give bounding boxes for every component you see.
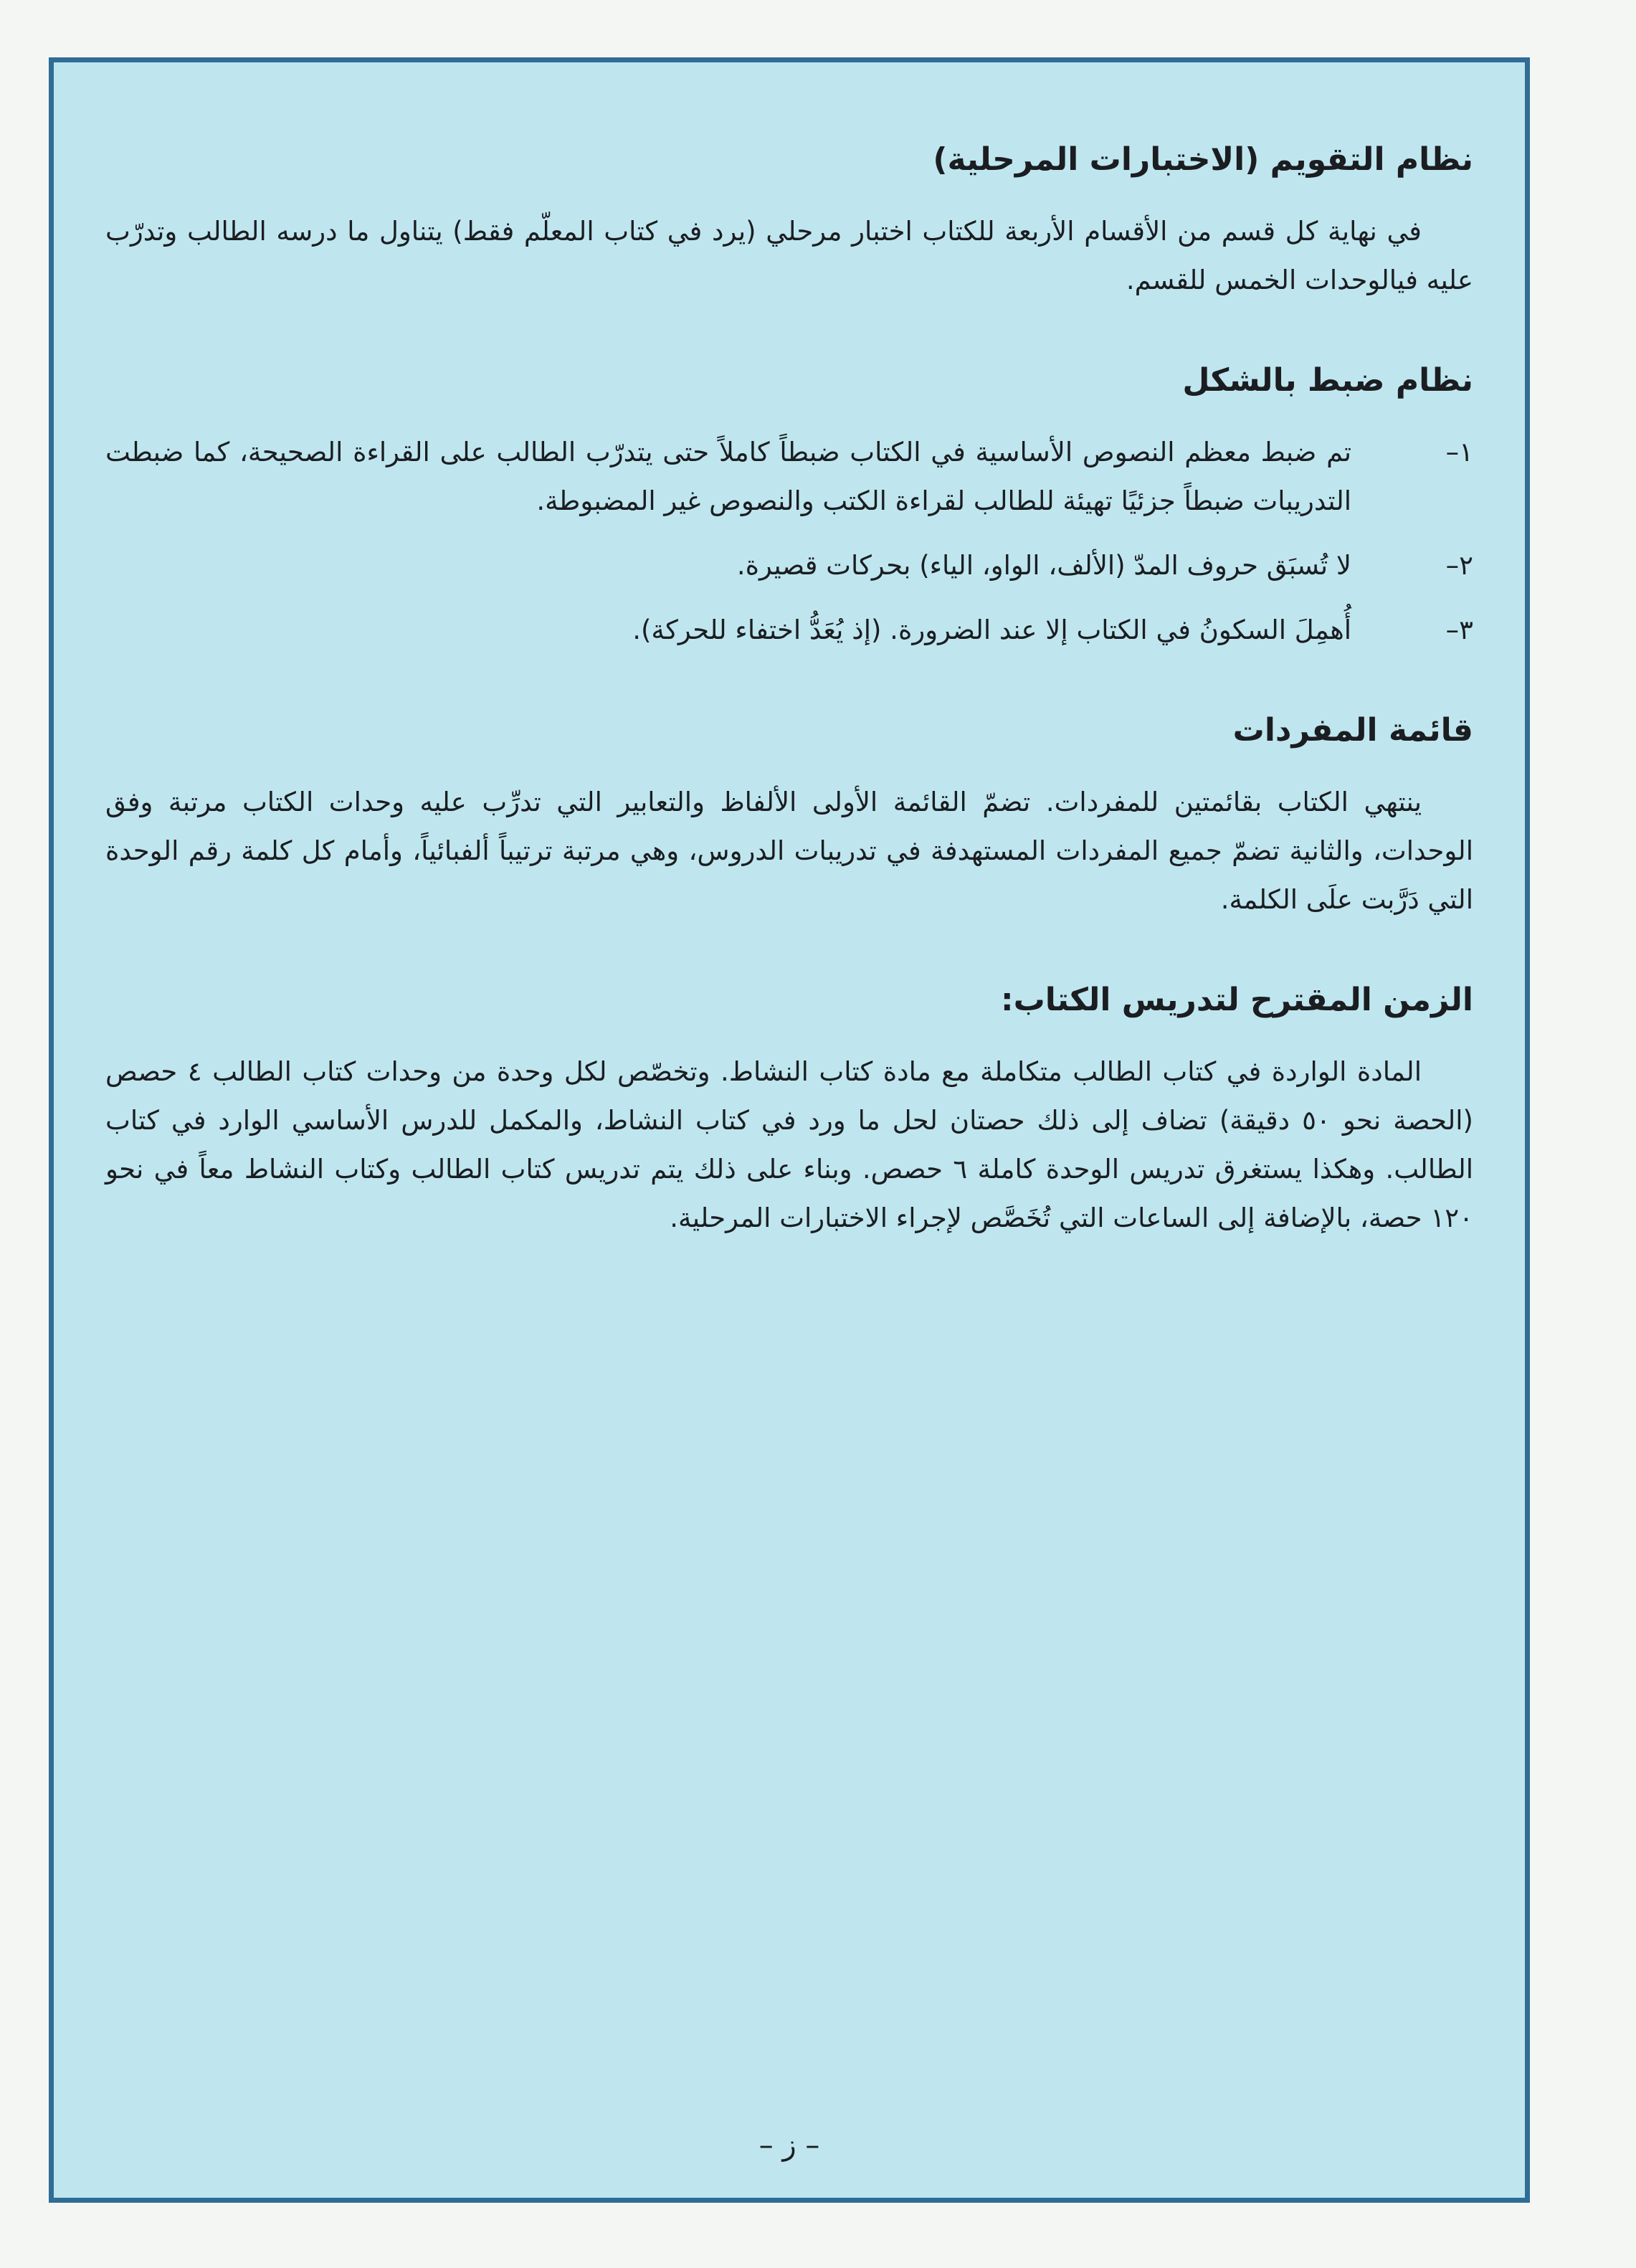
section-paragraph: في نهاية كل قسم من الأقسام الأربعة للكتاب اختبار مرحلي (يرد في كتاب المعلّم فقط) يتناول ما درسه الطالب وتدرّب عليه فيالوحدات الخمس للقسم. (105, 216, 1473, 295)
page-number: – ز – (758, 2129, 820, 2162)
diacritics-list (105, 428, 1473, 655)
section-assessment-system (105, 134, 1473, 305)
section-paragraph: المادة الواردة في كتاب الطالب متكاملة مع مادة كتاب النشاط. وتخصّص لكل وحدة من وحدات كتاب الطالب ٤ حصص (الحصة نحو ٥٠ دقيقة) تضاف إلى ذلك حصتان لحل ما ورد في كتاب النشاط، والمكمل للدرس الأساسي الوارد في كتاب الطالب. وهكذا يستغرق تدريس الوحدة كاملة ٦ حصص. وبناء على ذلك يتم تدريس كتاب الطالب وكتاب النشاط معاً في نحو ١٢٠ حصة، بالإضافة إلى الساعات التي تُخَصَّص لإجراء الاختبارات المرحلية. (105, 1056, 1474, 1233)
list-item-number: ١– (1445, 437, 1473, 468)
list-item-text: أُهمِلَ السكونُ في الكتاب إلا عند الضرورة. (إذ يُعَدُّ اختفاء للحركة). (632, 615, 1351, 645)
list-item-number: ٢– (1445, 550, 1473, 581)
section-heading: الزمن المقترح لتدريس الكتاب: (1000, 982, 1473, 1018)
list-item-text: لا تُسبَق حروف المدّ (الألف، الواو، الياء) بحركات قصيرة. (736, 550, 1351, 581)
section-suggested-time (105, 974, 1473, 1243)
list-item (105, 606, 1473, 655)
page-frame (49, 57, 1530, 2203)
section-heading: قائمة المفردات (1232, 712, 1473, 749)
section-vocabulary-list (105, 705, 1473, 924)
section-heading: نظام ضبط بالشكل (1182, 362, 1473, 399)
section-paragraph: ينتهي الكتاب بقائمتين للمفردات. تضمّ القائمة الأولى الألفاظ والتعابير التي تدرِّب عليه وحدات الكتاب مرتبة وفق الوحدات، والثانية تضمّ جميع المفردات المستهدفة في تدريبات الدروس، وهي مرتبة ترتيباً ألفبائياً، وأمام كل كلمة رقم الوحدة التي دَرَّبت علَى الكلمة. (105, 787, 1473, 915)
page-content (105, 134, 1473, 1264)
section-diacritics-system (105, 355, 1473, 655)
section-heading: نظام التقويم (الاختبارات المرحلية) (933, 141, 1473, 178)
list-item (105, 428, 1473, 526)
list-item (105, 541, 1473, 590)
list-item-text: تم ضبط معظم النصوص الأساسية في الكتاب ضبطاً كاملاً حتى يتدرّب الطالب على القراءة الصحيحة، كما ضبطت التدريبات ضبطاً جزئيًا تهيئة للطالب لقراءة الكتب والنصوص غير المضبوطة. (105, 437, 1351, 516)
list-item-number: ٣– (1445, 615, 1473, 645)
